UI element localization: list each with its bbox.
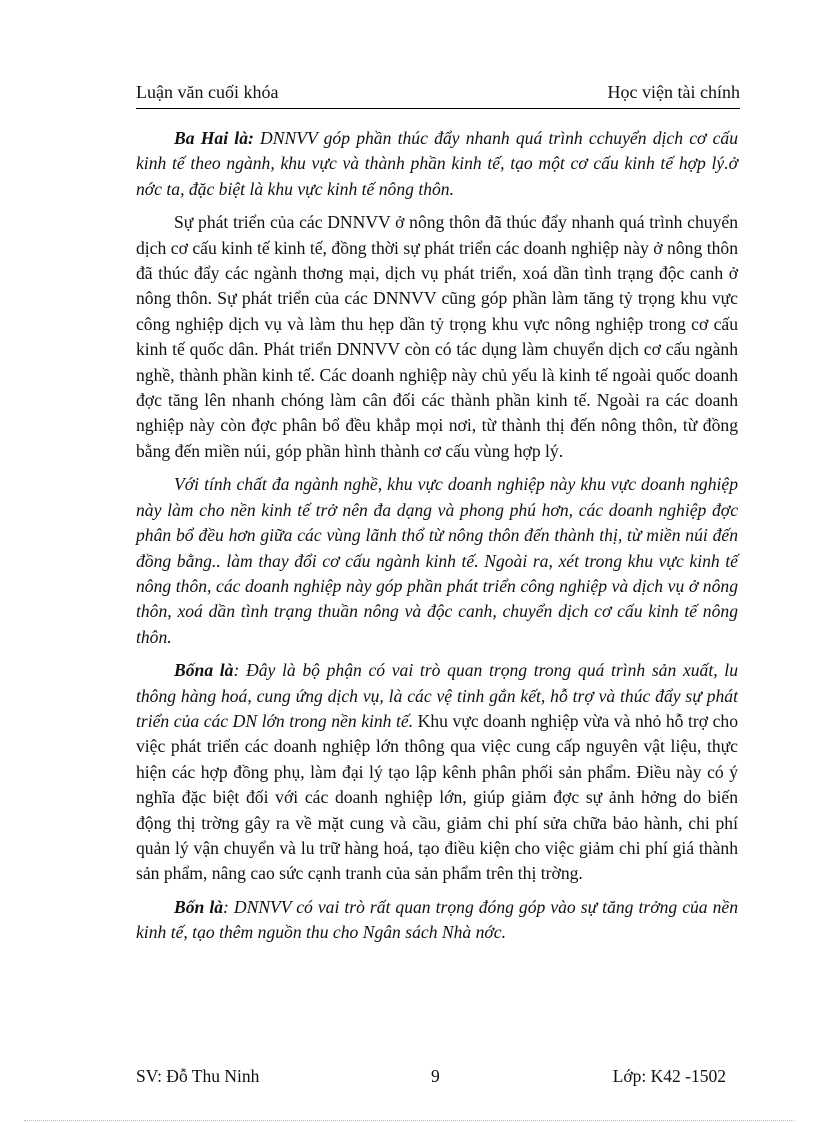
paragraph-2 — [136, 210, 738, 464]
paragraph-5-text: : DNNVV có vai trò rất quan trọng đóng góp vào sự tăng trởng của nền kinh tế, tạo thêm nguồn thu cho Ngân sách Nhà nớc. — [136, 896, 739, 943]
footer-class: Lớp: K42 -1502 — [612, 1066, 726, 1086]
paragraph-2-text: Sự phát triển của các DNNVV ở nông thôn đã thúc đẩy nhanh quá trình chuyển dịch cơ cấu kinh tế kinh tế, đồng thời sự phát triển các doanh nghiệp này ở nông thôn đã thúc đẩy các ngành thơng mại, dịch vụ phát triển, xoá dần tình trạng độc canh ở nông thôn. Sự phát triển của các DNNVV cũng góp phần làm tăng tỷ trọng khu vực công nghiệp dịch vụ và làm thu hẹp dần tỷ trọng khu vực nông nghiệp trong cơ cấu kinh tế quốc dân. Phát triển DNNVV còn có tác dụng làm chuyển dịch cơ cấu ngành nghề, thành phần kinh tế. Các doanh nghiệp này chủ yếu là kinh tế ngoài quốc doanh đợc tăng lên nhanh chóng làm cân đối các thành phần kinh tế. Ngoài ra các doanh nghiệp này còn đợc phân bổ đều khắp mọi nơi, từ thành thị đến nông thôn, từ đồng bằng đến miền núi, góp phần hình thành cơ cấu vùng hợp lý. — [136, 212, 738, 461]
document-body — [136, 126, 738, 954]
paragraph-5-lead: Bốn là — [174, 896, 224, 917]
paragraph-4-text-regular: Khu vực doanh nghiệp vừa và nhỏ hỗ trợ cho việc phát triển các doanh nghiệp lớn thông qua việc cung cấp nguyên vật liệu, thực hiện các hợp đồng phụ, làm đại lý tạo lập kênh phân phối sản phẩm. Điều này có ý nghĩa đặc biệt đối với các doanh nghiệp lớn, giúp giảm đợc sự ảnh hởng do biến động thị trờng gây ra về mặt cung và cầu, giảm chi phí sửa chữa bảo hành, chi phí quản lý vận chuyển và lu trữ hàng hoá, tạo điều kiện cho việc giảm chi phí giá thành sản phẩm, nâng cao sức cạnh tranh của sản phẩm trên thị trờng. — [136, 710, 738, 884]
page-bottom-divider — [24, 1120, 794, 1121]
page-footer — [136, 1066, 740, 1088]
paragraph-5 — [136, 895, 738, 946]
paragraph-1 — [136, 126, 738, 202]
footer-student-name: SV: Đỗ Thu Ninh — [136, 1066, 260, 1086]
header-left-text: Luận văn cuối khóa — [136, 82, 279, 102]
paragraph-1-text: DNNVV góp phần thúc đẩy nhanh quá trình cchuyển dịch cơ cấu kinh tế theo ngành, khu vực và thành phần kinh tế, tạo một cơ cấu kinh tế hợp lý.ở nớc ta, đặc biệt là khu vực kinh tế nông thôn. — [136, 128, 739, 199]
page-header — [136, 82, 740, 109]
header-right-text: Học viện tài chính — [607, 82, 740, 102]
footer-page-number: 9 — [431, 1066, 440, 1086]
paragraph-3 — [136, 472, 738, 650]
paragraph-4 — [136, 658, 738, 887]
paragraph-1-lead: Ba Hai là: — [174, 128, 254, 148]
paragraph-3-text: Với tính chất đa ngành nghề, khu vực doanh nghiệp này khu vực doanh nghiệp này làm cho nền kinh tế trở nên đa dạng và phong phú hơn, các doanh nghiệp đợc phân bổ đều hơn giữa các vùng lãnh thổ từ nông thôn đến thành thị, từ miền núi đến đồng bằng.. làm thay đổi cơ cấu ngành kinh tế. Ngoài ra, xét trong khu vực kinh tế nông thôn, các doanh nghiệp này góp phần phát triển công nghiệp và dịch vụ ở nông thôn, xoá dần tình trạng thuần nông và độc canh, chuyển dịch cơ cấu kinh tế nông thôn. — [136, 474, 738, 647]
paragraph-4-text: : Đây là bộ phận có vai trò quan trọng trong quá trình sản xuất, lu thông hàng hoá, cung ứng dịch vụ, là các vệ tinh gắn kết, hỗ trợ và thúc đẩy sự phát triển của các DN lớn trong nền kinh tế. — [136, 660, 738, 731]
paragraph-4-lead: Bốna là — [174, 660, 234, 681]
